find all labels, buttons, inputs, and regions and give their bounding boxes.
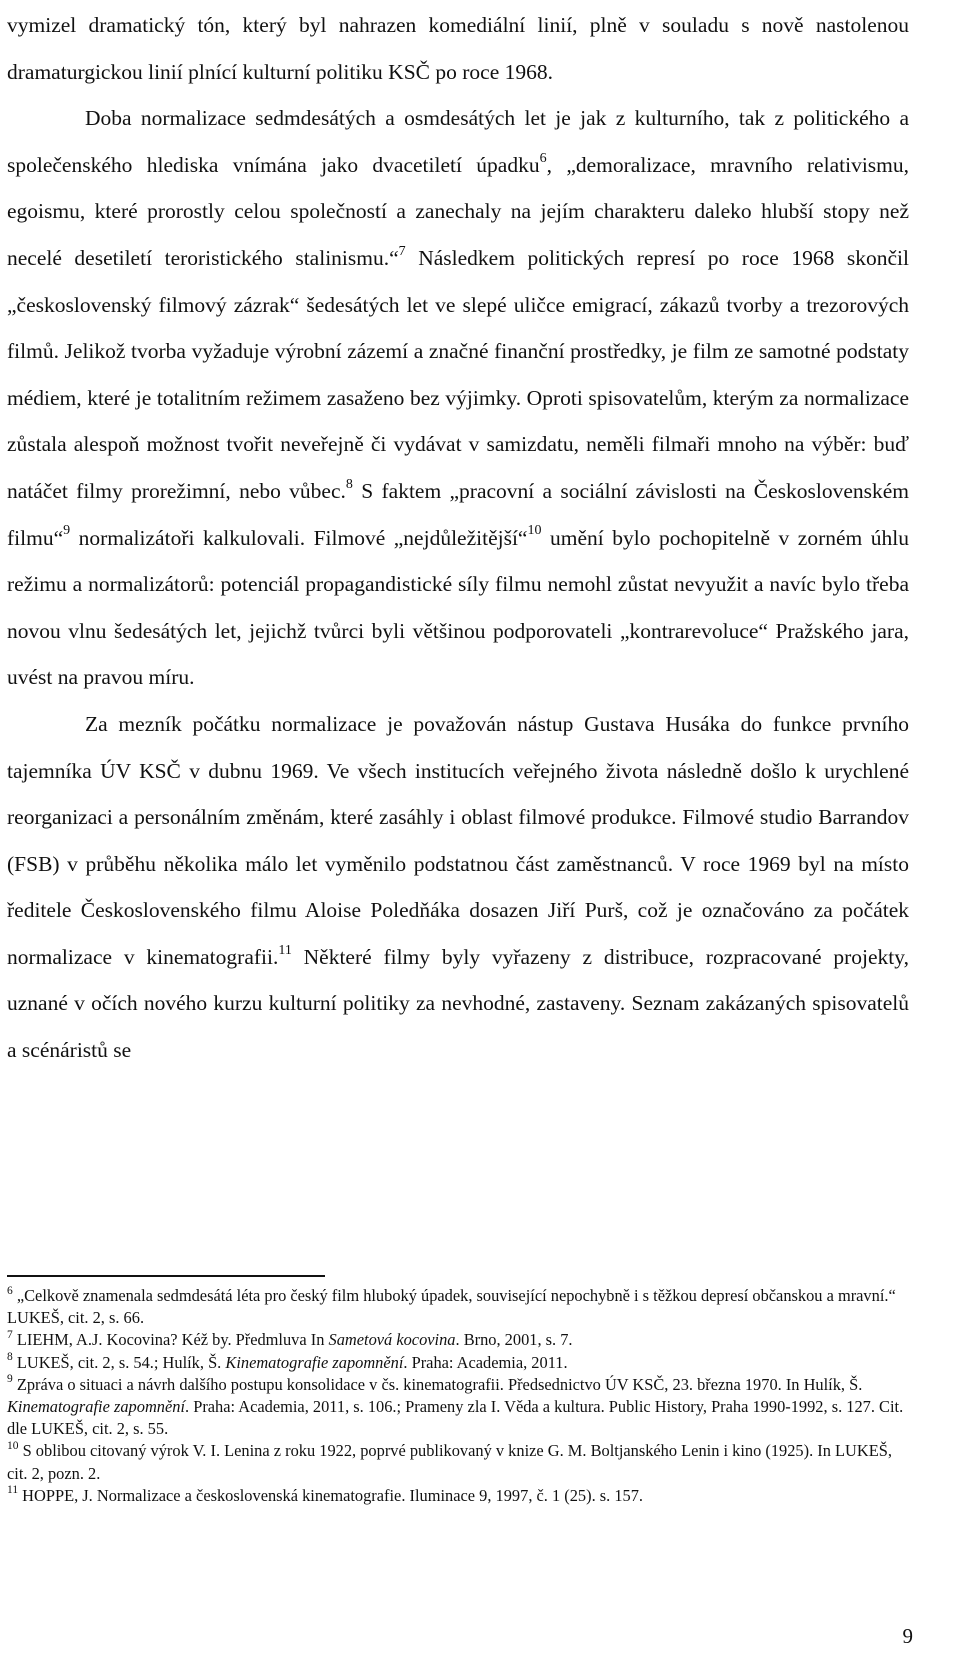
paragraph [7,2,909,95]
footnote-reference: 7 [398,243,406,259]
paragraph [7,701,909,1074]
text-run: vymizel dramatický tón, který byl nahrazen komediální linií, plně v souladu s nově nastolenou dramaturgickou linií plnící kulturní politiku KSČ po roce 1968. [7,13,909,84]
footnote [7,1485,909,1507]
text-run: LIEHM, A.J. Kocovina? Kéž by. Předmluva In [12,1330,329,1350]
text-run: , „demoralizace, mravního relativismu, egoismu, které prorostly celou společností a zanechaly na jejím charakteru daleko hlubší stopy než necelé desetiletí teroristického stalinismu.“ [7,152,910,270]
text-run: Následkem politických represí po roce 1968 skončil „československý filmový zázrak“ šedesátých let ve slepé uličce emigrací, zákazů tvorby a trezorových filmů. Jelikož tvorba vyžaduje výrobní zázemí a značné finanční prostředky, je film ze samotné podstaty médiem, které je totalitním režimem zasaženo bez výjimky. Oproti spisovatelům, kterým za normalizace zůstala alespoň možnost tvořit neveřejně či vydávat v samizdatu, neměli filmaři mnoho na výběr: buď natáčet filmy prorežimní, nebo vůbec. [7,245,909,503]
page-number: 9 [902,1624,913,1648]
footnote-reference: 6 [539,150,547,166]
paragraph [7,95,909,701]
text-run: S faktem „pracovní a sociální závislosti na Československém filmu“ [7,478,909,550]
text-run: . Praha: Academia, 2011, s. 106.; Prameny zla I. Věda a kultura. Public History, Praha 1990-1992, s. 127. Cit. dle LUKEŠ, cit. 2, s. 55. [7,1397,904,1439]
footnote-number: 7 [7,1328,13,1341]
text-run: . Praha: Academia, 2011. [403,1352,568,1372]
text-run: umění bylo pochopitelně v zorném úhlu režimu a normalizátorů: potenciál propagandistické síly filmu nemohl zůstat nevyužit a navíc bylo třeba novou vlnu šedesátých let, jejichž tvůrci byli většinou podporovateli „kontrarevoluce“ Pražského jara, uvést na pravou míru. [7,525,910,690]
body-text [7,0,909,1074]
footnote-number: 9 [7,1373,13,1386]
text-run: LUKEŠ, cit. 2, s. 54.; Hulík, Š. [12,1352,226,1372]
footnote [7,1440,909,1484]
footnote [7,1374,909,1441]
text-run: normalizátoři kalkulovali. Filmové „nejdůležitější“ [70,525,528,550]
footnote-reference: 10 [527,523,542,539]
text-run: HOPPE, J. Normalizace a československá kinematografie. Iluminace 9, 1997, č. 1 (25). s. 157. [18,1485,644,1505]
footnote-reference: 11 [278,942,292,958]
italic-title: Kinematografie zapomnění [225,1352,404,1372]
footnote-number: 6 [7,1284,13,1297]
text-run: Zpráva o situaci a návrh dalšího postupu konsolidace v čs. kinematografii. Předsednictvo ÚV KSČ, 23. března 1970. In Hulík, Š. [12,1374,863,1394]
footnotes [7,1285,909,1507]
footnote [7,1285,909,1329]
text-run: Některé filmy byly vyřazeny z distribuce, rozpracované projekty, uznané v očích nového kurzu kulturní politiky za nevhodné, zastaveny. Seznam zakázaných spisovatelů a scénáristů se [7,944,909,1063]
footnote-reference: 8 [345,476,353,492]
text-run: Za mezník počátku normalizace je považován nástup Gustava Husáka do funkce prvního tajemníka ÚV KSČ v dubnu 1969. Ve všech institucích veřejného života následně došlo k urychlené reorganizaci a personálním změnám, které zasáhly i oblast filmové produkce. Filmové studio Barrandov (FSB) v průběhu několika málo let vyměnilo podstatnou část zaměstnanců. V roce 1969 byl na místo ředitele Československého filmu Aloise Poledňáka dosazen Jiří Purš, což je označováno za počátek normalizace v kinematografii. [7,711,909,969]
footnote-number: 8 [7,1351,13,1364]
footnote [7,1352,909,1374]
italic-title: Kinematografie zapomnění [7,1397,186,1417]
text-run: „Celkově znamenala sedmdesátá léta pro český film hluboký úpadek, související nepochybně i s těžkou depresí občanskou a mravní.“ LUKEŠ, cit. 2, s. 66. [7,1286,896,1328]
text-run: S oblibou citovaný výrok V. I. Lenina z roku 1922, poprvé publikovaný v knize G. M. Boltjanského Lenin i kino (1925). In LUKEŠ, cit. 2, pozn. 2. [7,1441,892,1483]
footnote-separator [7,1275,325,1277]
footnote-reference: 9 [63,523,71,539]
footnote-number: 11 [7,1484,19,1497]
text-run: . Brno, 2001, s. 7. [455,1330,573,1350]
italic-title: Sametová kocovina [328,1330,456,1350]
footnote-number: 10 [7,1439,19,1452]
footnote [7,1329,909,1351]
text-run: Doba normalizace sedmdesátých a osmdesátých let je jak z kulturního, tak z politického a společenského hlediska vnímána jako dvacetiletí úpadku [7,106,909,177]
